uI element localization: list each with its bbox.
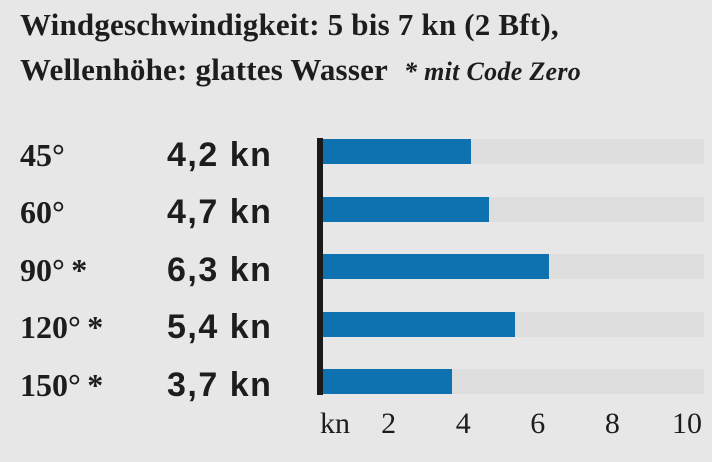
bar-45 bbox=[323, 139, 471, 164]
bar-120 bbox=[323, 312, 515, 337]
chart-row-120 bbox=[0, 308, 712, 346]
bar-60 bbox=[323, 197, 489, 222]
row-angle-label: 60° bbox=[20, 194, 65, 230]
row-speed-value: 4,7 kn bbox=[167, 193, 273, 231]
x-axis-labels bbox=[0, 409, 712, 441]
x-axis-tick-10: 10 bbox=[672, 407, 702, 440]
x-axis-tick-6: 6 bbox=[530, 407, 546, 440]
row-speed-value: 3,7 kn bbox=[167, 365, 273, 404]
row-speed-value: 6,3 kn bbox=[167, 250, 273, 289]
row-angle-label: 120° * bbox=[20, 309, 104, 345]
header-line-2 bbox=[20, 47, 581, 94]
row-speed-value: 5,4 kn bbox=[167, 308, 273, 346]
bar-150 bbox=[323, 369, 452, 394]
bar-90 bbox=[323, 254, 549, 279]
x-axis-tick-2: 2 bbox=[381, 407, 397, 440]
row-angle-label: 150° * bbox=[20, 366, 104, 403]
x-axis-tick-4: 4 bbox=[455, 407, 471, 440]
row-angle-label: 45° bbox=[20, 136, 65, 173]
header-line-1: Windgeschwindigkeit: 5 bis 7 kn (2 Bft), bbox=[20, 7, 559, 42]
chart-row-45 bbox=[0, 135, 712, 174]
wave-height-text: Wellenhöhe: glattes Wasser bbox=[20, 52, 388, 87]
chart-row-90 bbox=[0, 250, 712, 289]
x-axis-unit-label: kn bbox=[320, 407, 350, 440]
x-axis-tick-8: 8 bbox=[604, 407, 620, 440]
row-speed-value: 4,2 kn bbox=[167, 135, 273, 174]
header bbox=[20, 2, 581, 94]
chart-row-150 bbox=[0, 365, 712, 404]
chart-row-60 bbox=[0, 193, 712, 231]
code-zero-footnote: * mit Code Zero bbox=[404, 57, 582, 86]
bar-chart bbox=[0, 135, 712, 449]
row-angle-label: 90° * bbox=[20, 251, 88, 288]
